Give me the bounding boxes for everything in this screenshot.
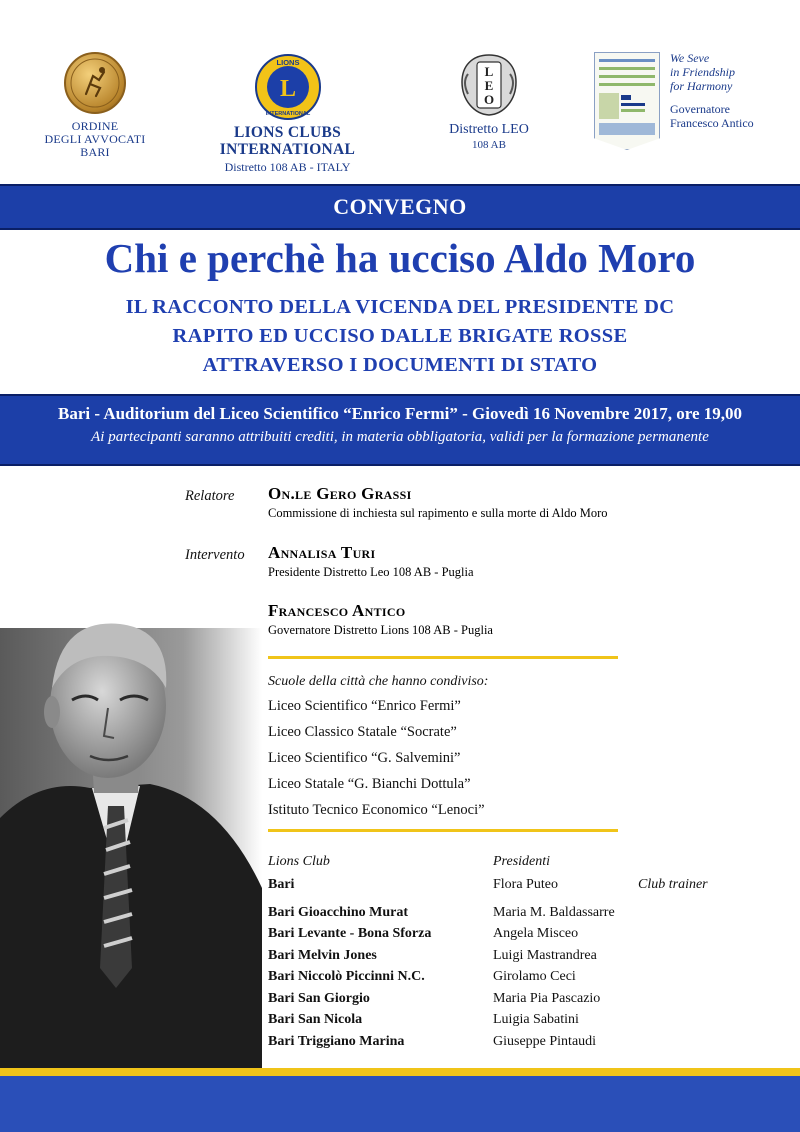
governor-caption — [670, 52, 795, 131]
club-name: Bari Triggiano Marina — [268, 1034, 405, 1049]
club-president: Flora Puteo — [493, 877, 558, 892]
event-info-bar — [0, 394, 800, 466]
governor-role: Governatore — [670, 102, 730, 117]
club-president: Giuseppe Pintaudi — [493, 1034, 597, 1049]
club-president: Maria Pia Pascazio — [493, 991, 601, 1006]
club-name: Bari Levante - Bona Sforza — [268, 926, 432, 941]
svg-text:O: O — [483, 92, 495, 107]
speaker-name-intervento: Annalisa Turi — [268, 543, 376, 562]
footer-gold-stripe — [0, 1068, 800, 1076]
school-item: Istituto Tecnico Economico “Lenoci” — [268, 802, 485, 818]
lions-emblem-bottom: INTERNATIONAL — [265, 111, 310, 117]
school-item: Liceo Statale “G. Bianchi Dottula” — [268, 776, 471, 792]
avvocati-line3: BARI — [80, 145, 110, 160]
lions-district: Distretto 108 AB - ITALY — [224, 160, 351, 175]
club-president: Maria M. Baldassarre — [493, 905, 615, 920]
leo-district-logo — [440, 52, 538, 151]
leo-name: Distretto LEO — [449, 122, 529, 137]
club-president: Girolamo Ceci — [493, 969, 576, 984]
club-name: Bari San Giorgio — [268, 991, 370, 1006]
club-name: Bari — [268, 877, 295, 892]
club-column-heading: Lions Club — [268, 854, 330, 869]
club-name: Bari Melvin Jones — [268, 948, 377, 963]
lions-name: LIONS CLUBS INTERNATIONAL — [219, 124, 356, 159]
credits-note: Ai partecipanti saranno attribuiti crediti, in materia obbligatoria, validi per la formazione permanente — [91, 429, 709, 445]
motto-line3: for Harmony — [670, 78, 733, 93]
speaker-desc-relatore: Commissione di inchiesta sul rapimento e sulla morte di Aldo Moro — [268, 506, 608, 520]
club-president: Luigia Sabatini — [493, 1012, 579, 1027]
svg-text:E: E — [484, 78, 494, 93]
lions-emblem-letter: L — [279, 76, 296, 102]
speaker-desc-conclusioni: Governatore Distretto Lions 108 AB - Puglia — [268, 623, 493, 637]
club-name: Bari Gioacchino Murat — [268, 905, 408, 920]
governor-name: Francesco Antico — [670, 116, 754, 131]
subtitle-line3: ATTRAVERSO I DOCUMENTI DI STATO — [202, 354, 598, 376]
subtitle-line1: IL RACCONTO DELLA VICENDA DEL PRESIDENTE DC — [125, 296, 675, 318]
aldo-moro-portrait — [0, 588, 262, 1072]
divider-top — [268, 656, 618, 659]
subtitle-line2: RAPITO ED UCCISO DALLE BRIGATE ROSSE — [172, 325, 628, 347]
speaker-name-conclusioni: Francesco Antico — [268, 601, 406, 620]
footer-blue-band — [0, 1076, 800, 1132]
club-president: Angela Misceo — [493, 926, 579, 941]
motto-line2: in Friendship — [670, 64, 735, 79]
venue-line: Bari - Auditorium del Liceo Scientifico “Enrico Fermi” - Giovedì 16 Novembre 2017, ore 19,00 — [57, 404, 742, 423]
lions-emblem-icon — [249, 52, 327, 122]
speaker-name-relatore: On.le Gero Grassi — [268, 484, 412, 503]
lions-emblem-top: LIONS — [276, 58, 299, 67]
school-item: Liceo Scientifico “G. Salvemini” — [268, 750, 461, 766]
motto-line1: We Seve — [670, 51, 710, 65]
event-type: CONVEGNO — [333, 194, 467, 219]
avvocati-line1: ORDINE — [71, 119, 119, 133]
governor-banner-icon — [594, 52, 660, 150]
club-trainer-label: Club trainer — [638, 877, 708, 892]
svg-text:L: L — [484, 64, 494, 79]
school-item: Liceo Classico Statale “Socrate” — [268, 724, 457, 740]
club-name: Bari Niccolò Piccinni N.C. — [268, 969, 425, 984]
avvocati-line2: DEGLI AVVOCATI — [44, 132, 146, 147]
schools-heading: Scuole della città che hanno condiviso: — [268, 674, 489, 689]
governor-banner-logo — [594, 52, 664, 150]
event-title: Chi e perchè ha ucciso Aldo Moro — [104, 235, 696, 281]
club-name: Bari San Nicola — [268, 1012, 363, 1027]
leo-emblem-icon — [458, 52, 520, 118]
medal-icon — [64, 52, 126, 114]
event-type-bar — [0, 184, 800, 230]
leo-district: 108 AB — [472, 139, 506, 152]
speaker-role-intervento: Intervento — [185, 547, 245, 563]
ordine-avvocati-logo — [40, 52, 150, 160]
speaker-desc-intervento: Presidente Distretto Leo 108 AB - Puglia — [268, 565, 474, 579]
school-item: Liceo Scientifico “Enrico Fermi” — [268, 698, 461, 714]
president-column-heading: Presidenti — [493, 854, 551, 869]
lions-clubs-logo — [170, 52, 405, 174]
divider-bottom — [268, 829, 618, 832]
speaker-role-relatore: Relatore — [185, 488, 235, 504]
club-president: Luigi Mastrandrea — [493, 948, 597, 963]
